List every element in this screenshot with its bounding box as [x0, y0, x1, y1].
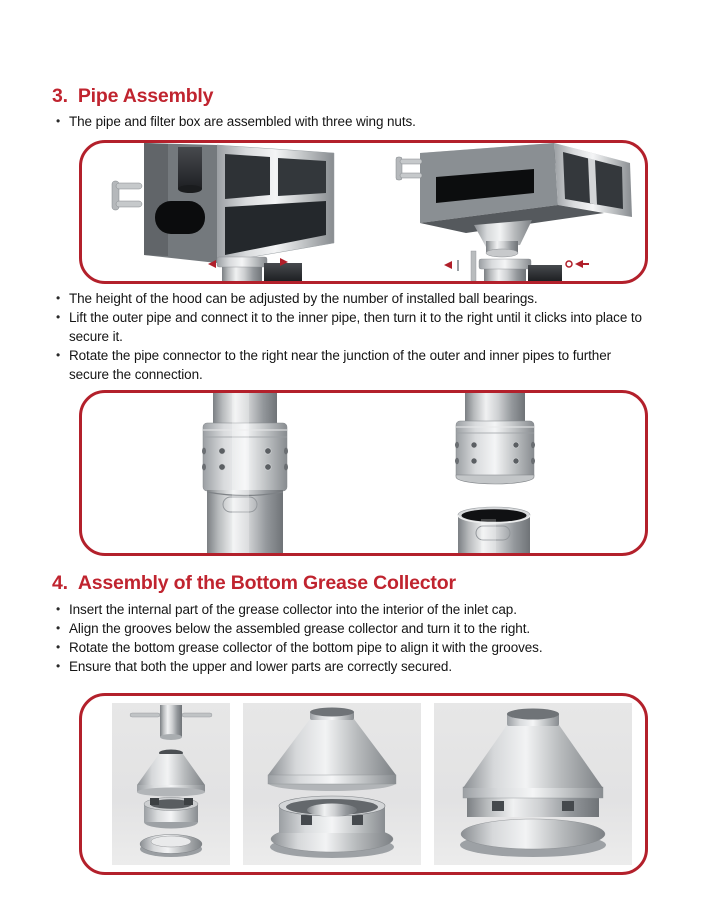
bullet-text: Rotate the bottom grease collector of the bottom pipe to align it with the grooves. [69, 640, 543, 655]
grease-collector-exploded-illustration [112, 703, 230, 865]
section-3-intro-bullets [56, 112, 416, 131]
bullet-text: The pipe and filter box are assembled with three wing nuts. [69, 114, 416, 129]
section-3-heading [52, 85, 213, 108]
bullet-marker: • [56, 310, 61, 324]
section-4-title: Assembly of the Bottom Grease Collector [77, 572, 456, 594]
outer-inner-pipe-connected-illustration [202, 393, 288, 553]
bullet-text: Align the grooves below the assembled grease collector and turn it to the right. [69, 621, 531, 636]
grease-collector-assembled-tile [434, 703, 632, 865]
bullet-marker: • [56, 640, 61, 654]
figure-hood-assembly [79, 140, 648, 284]
bullet-text: The height of the hood can be adjusted by the number of installed ball bearings. [69, 291, 538, 306]
bullet-item [56, 308, 652, 346]
pipe-connector-figure-canvas [82, 393, 645, 553]
wing-nut-arrow-icon [444, 261, 452, 269]
bullet-marker: • [56, 291, 61, 305]
section-3-title: Pipe Assembly [77, 85, 214, 107]
bullet-marker: • [56, 659, 61, 673]
figure-grease-collector [79, 693, 648, 875]
hood-filter-box-front-view-illustration [112, 143, 334, 281]
bullet-marker: • [56, 602, 61, 616]
bullet-item [56, 112, 416, 131]
bullet-item [56, 600, 542, 619]
section-4-number: 4. [52, 572, 68, 594]
bullet-item [56, 346, 652, 384]
bullet-text: Insert the internal part of the grease collector into the interior of the inlet cap. [69, 602, 517, 617]
hood-assembly-figure-canvas [82, 143, 645, 281]
bullet-item [56, 657, 542, 676]
section-4-bullets [56, 600, 542, 676]
bullet-marker: • [56, 348, 61, 362]
wing-nut-arrow-icon [575, 260, 583, 268]
bullet-marker: • [56, 621, 61, 635]
grease-collector-assembled-illustration [434, 703, 632, 865]
figure-pipe-connector [79, 390, 648, 556]
grease-collector-exploded-tile [112, 703, 230, 865]
bullet-item [56, 289, 652, 308]
bullet-item [56, 638, 542, 657]
bullet-text: Rotate the pipe connector to the right near the junction of the outer and inner pipes to further secure the connection. [69, 348, 612, 382]
bullet-text: Lift the outer pipe and connect it to the inner pipe, then turn it to the right until it clicks into place to secure it. [69, 310, 642, 344]
outer-inner-pipe-separated-illustration [455, 393, 535, 553]
grease-collector-parts-tile [243, 703, 421, 865]
bullet-marker: • [56, 114, 61, 128]
wing-nut-icon [566, 261, 572, 267]
section-3-detail-bullets [56, 289, 652, 384]
grease-collector-partially-assembled-illustration [243, 703, 421, 865]
hood-filter-box-side-view-illustration [396, 143, 632, 281]
bullet-text: Ensure that both the upper and lower parts are correctly secured. [69, 659, 452, 674]
section-4-heading [52, 572, 456, 595]
bullet-item [56, 619, 542, 638]
section-3-number: 3. [52, 85, 68, 107]
